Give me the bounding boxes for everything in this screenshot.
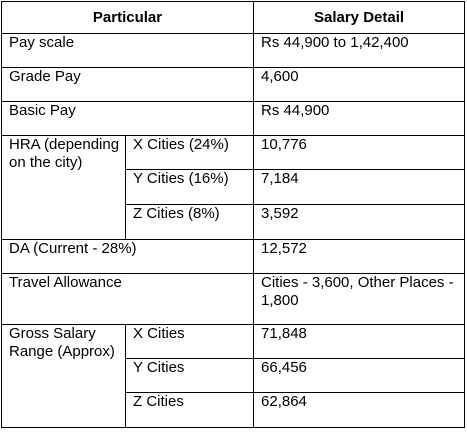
header-salary-detail: Salary Detail bbox=[254, 2, 465, 34]
header-particular: Particular bbox=[2, 2, 254, 34]
hra-y-value: 7,184 bbox=[254, 170, 465, 205]
salary-table bbox=[1, 1, 465, 428]
da-value: 12,572 bbox=[254, 240, 465, 274]
basic-pay-value: Rs 44,900 bbox=[254, 102, 465, 136]
gross-label: Gross Salary Range (Approx) bbox=[2, 325, 126, 428]
gross-y-label: Y Cities bbox=[126, 359, 254, 393]
table-row-grade-pay bbox=[2, 68, 465, 102]
hra-label: HRA (depending on the city) bbox=[2, 136, 126, 240]
hra-x-value: 10,776 bbox=[254, 136, 465, 170]
pay-scale-value: Rs 44,900 to 1,42,400 bbox=[254, 34, 465, 68]
gross-z-label: Z Cities bbox=[126, 393, 254, 428]
travel-label: Travel Allowance bbox=[2, 274, 254, 325]
header-row bbox=[2, 2, 465, 34]
gross-x-label: X Cities bbox=[126, 325, 254, 359]
table-row-pay-scale bbox=[2, 34, 465, 68]
gross-y-value: 66,456 bbox=[254, 359, 465, 393]
table-row-da bbox=[2, 240, 465, 274]
hra-y-label: Y Cities (16%) bbox=[126, 170, 254, 205]
table-row-hra-x bbox=[2, 136, 465, 170]
travel-value: Cities - 3,600, Other Places - 1,800 bbox=[254, 274, 465, 325]
da-label: DA (Current - 28%) bbox=[2, 240, 254, 274]
hra-z-value: 3,592 bbox=[254, 205, 465, 240]
basic-pay-label: Basic Pay bbox=[2, 102, 254, 136]
grade-pay-value: 4,600 bbox=[254, 68, 465, 102]
hra-z-label: Z Cities (8%) bbox=[126, 205, 254, 240]
table-row-gross-x bbox=[2, 325, 465, 359]
hra-x-label: X Cities (24%) bbox=[126, 136, 254, 170]
table-row-basic-pay bbox=[2, 102, 465, 136]
gross-z-value: 62,864 bbox=[254, 393, 465, 428]
gross-x-value: 71,848 bbox=[254, 325, 465, 359]
grade-pay-label: Grade Pay bbox=[2, 68, 254, 102]
table-row-travel bbox=[2, 274, 465, 325]
pay-scale-label: Pay scale bbox=[2, 34, 254, 68]
